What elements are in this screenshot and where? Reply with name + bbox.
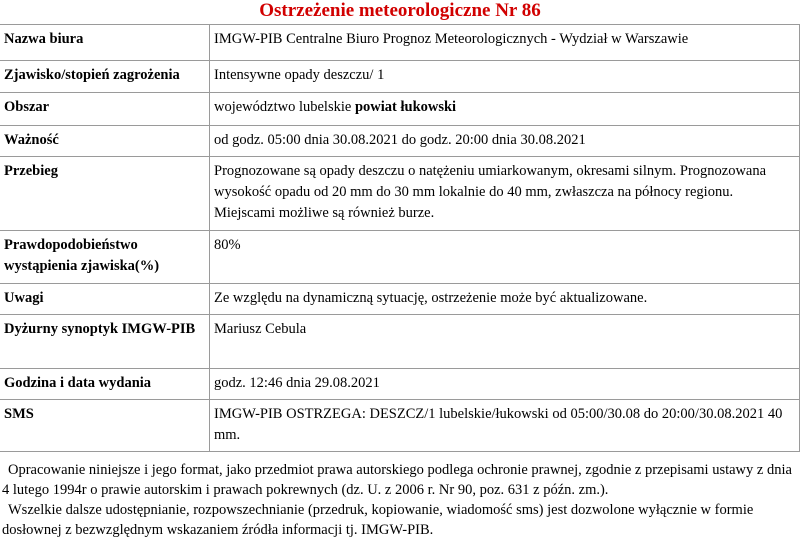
row-label-forecaster: Dyżurny synoptyk IMGW-PIB — [0, 315, 210, 369]
row-label-area: Obszar — [0, 93, 210, 126]
row-label-course: Przebieg — [0, 157, 210, 231]
table-row — [0, 93, 800, 126]
row-value-course: Prognozowane są opady deszczu o natężeniu umiarkowanym, okresami silnym. Prognozowana wysokość opadu od 20 mm do 30 mm lokalnie do 40 mm, zwłaszcza na północy regionu. Miejscami możliwe są również burze. — [210, 157, 800, 231]
table-row — [0, 126, 800, 157]
table-row — [0, 369, 800, 400]
row-label-validity: Ważność — [0, 126, 210, 157]
row-value-office: IMGW-PIB Centralne Biuro Prognoz Meteorologicznych - Wydział w Warszawie — [210, 25, 800, 61]
row-value-area — [210, 93, 800, 126]
table-row — [0, 284, 800, 315]
copyright-footer — [0, 452, 800, 540]
row-value-remarks: Ze względu na dynamiczną sytuację, ostrzeżenie może być aktualizowane. — [210, 284, 800, 315]
row-label-phenomenon: Zjawisko/stopień zagrożenia — [0, 61, 210, 93]
warning-table — [0, 24, 800, 452]
table-row — [0, 61, 800, 93]
row-value-phenomenon: Intensywne opady deszczu/ 1 — [210, 61, 800, 93]
row-label-sms: SMS — [0, 400, 210, 452]
area-region: województwo lubelskie — [214, 99, 355, 115]
row-value-forecaster: Mariusz Cebula — [210, 315, 800, 369]
row-label-remarks: Uwagi — [0, 284, 210, 315]
row-label-issued: Godzina i data wydania — [0, 369, 210, 400]
row-value-validity: od godz. 05:00 dnia 30.08.2021 do godz. 20:00 dnia 30.08.2021 — [210, 126, 800, 157]
row-value-issued: godz. 12:46 dnia 29.08.2021 — [210, 369, 800, 400]
row-value-probability: 80% — [210, 231, 800, 284]
table-row — [0, 25, 800, 61]
table-row — [0, 400, 800, 452]
page-title: Ostrzeżenie meteorologiczne Nr 86 — [259, 0, 541, 21]
area-county: powiat łukowski — [354, 99, 457, 115]
copyright-notice: Opracowanie niniejsze i jego format, jako przedmiot prawa autorskiego podlega ochronie prawnej, zgodnie z przepisami ustawy z dnia 4 lutego 1994r o prawie autorskim i prawach pokrewnych (dz. U. z 2006 r. Nr 90, poz. 631 z późn. zm.). — [2, 462, 792, 498]
table-row — [0, 157, 800, 231]
row-label-office: Nazwa biura — [0, 25, 210, 61]
table-row — [0, 315, 800, 369]
table-row — [0, 231, 800, 284]
row-value-sms: IMGW-PIB OSTRZEGA: DESZCZ/1 lubelskie/łukowski od 05:00/30.08 do 20:00/30.08.2021 40 mm. — [210, 400, 800, 452]
redistribution-notice: Wszelkie dalsze udostępnianie, rozpowszechnianie (przedruk, kopiowanie, wiadomość sms) jest dozwolone wyłącznie w formie dosłownej z bezwzględnym wskazaniem źródła informacji tj. IMGW-PIB. — [2, 502, 754, 538]
row-label-probability: Prawdopodobieństwo wystąpienia zjawiska(%) — [0, 231, 210, 284]
